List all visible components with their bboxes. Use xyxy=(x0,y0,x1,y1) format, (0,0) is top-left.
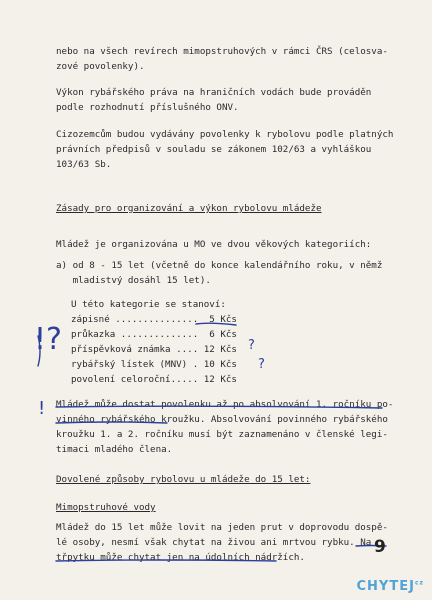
text-line: zové povolenky). xyxy=(56,61,145,72)
text-line: lé osoby, nesmí však chytat na živou ani mrtvou rybku. Na xyxy=(56,537,372,548)
fees-heading: U této kategorie se stanoví: xyxy=(71,299,226,310)
logo-text: CHYTEJ xyxy=(356,579,415,594)
page-number: 9 xyxy=(374,537,386,557)
question-mark-annotation: ? xyxy=(248,338,255,353)
text-line: Mládež do 15 let může lovit na jeden prut v doprovodu dospě- xyxy=(56,522,388,533)
section-heading: Dovolené způsoby rybolovu u mládeže do 15 let: xyxy=(56,474,311,485)
text-line: mladistvý dosáhl 15 let). xyxy=(56,275,211,286)
question-mark-annotation: ? xyxy=(258,357,265,372)
fee-line: zápisné ............... 5 Kčs xyxy=(71,314,237,325)
text-line: Cizozemcům budou vydávány povolenky k rybolovu podle platných xyxy=(56,129,394,140)
text-line: 103/63 Sb. xyxy=(56,159,112,170)
fee-line: rybářský lístek (MNV) . 10 Kčs xyxy=(71,359,237,370)
fee-line: příspěvková známka .... 12 Kčs xyxy=(71,344,237,355)
fee-line: povolení celoroční..... 12 Kčs xyxy=(71,374,237,385)
text-line: kroužku 1. a 2. ročníku musí být zaznamenáno v členské legi- xyxy=(56,429,388,440)
text-line: Mládež může dostat povolenku až po absolvování 1. ročníku po- xyxy=(56,399,394,410)
section-heading: Zásady pro organizování a výkon rybolovu mládeže xyxy=(56,203,322,214)
subsection-heading: Mimopstruhové vody xyxy=(56,502,156,513)
text-line: třpytku může chytat jen na údolních nádržích. xyxy=(56,552,305,563)
fee-line: průkazka .............. 6 Kčs xyxy=(71,329,237,340)
watermark-logo xyxy=(357,579,424,594)
text-line: nebo na všech revírech mimopstruhových v rámci ČRS (celosva- xyxy=(56,46,388,57)
exclamation-annotation: ! xyxy=(38,398,46,419)
text-line: Výkon rybářského práva na hraničních vodách bude prováděn xyxy=(56,87,372,98)
text-line: Mládež je organizována u MO ve dvou věkových kategoriích: xyxy=(56,239,372,250)
text-line: timaci mladého člena. xyxy=(56,444,173,455)
text-line: vinného rybářského kroužku. Absolvování povinného rybářského xyxy=(56,414,388,425)
logo-suffix: cz xyxy=(414,579,424,587)
text-line: podle rozhodnutí příslušného ONV. xyxy=(56,102,239,113)
text-line: právních předpisů v souladu se zákonem 102/63 a vyhláškou xyxy=(56,144,372,155)
text-line: a) od 8 - 15 let (včetně do konce kalendářního roku, v němž xyxy=(56,260,383,271)
margin-annotation: !? xyxy=(34,322,62,357)
